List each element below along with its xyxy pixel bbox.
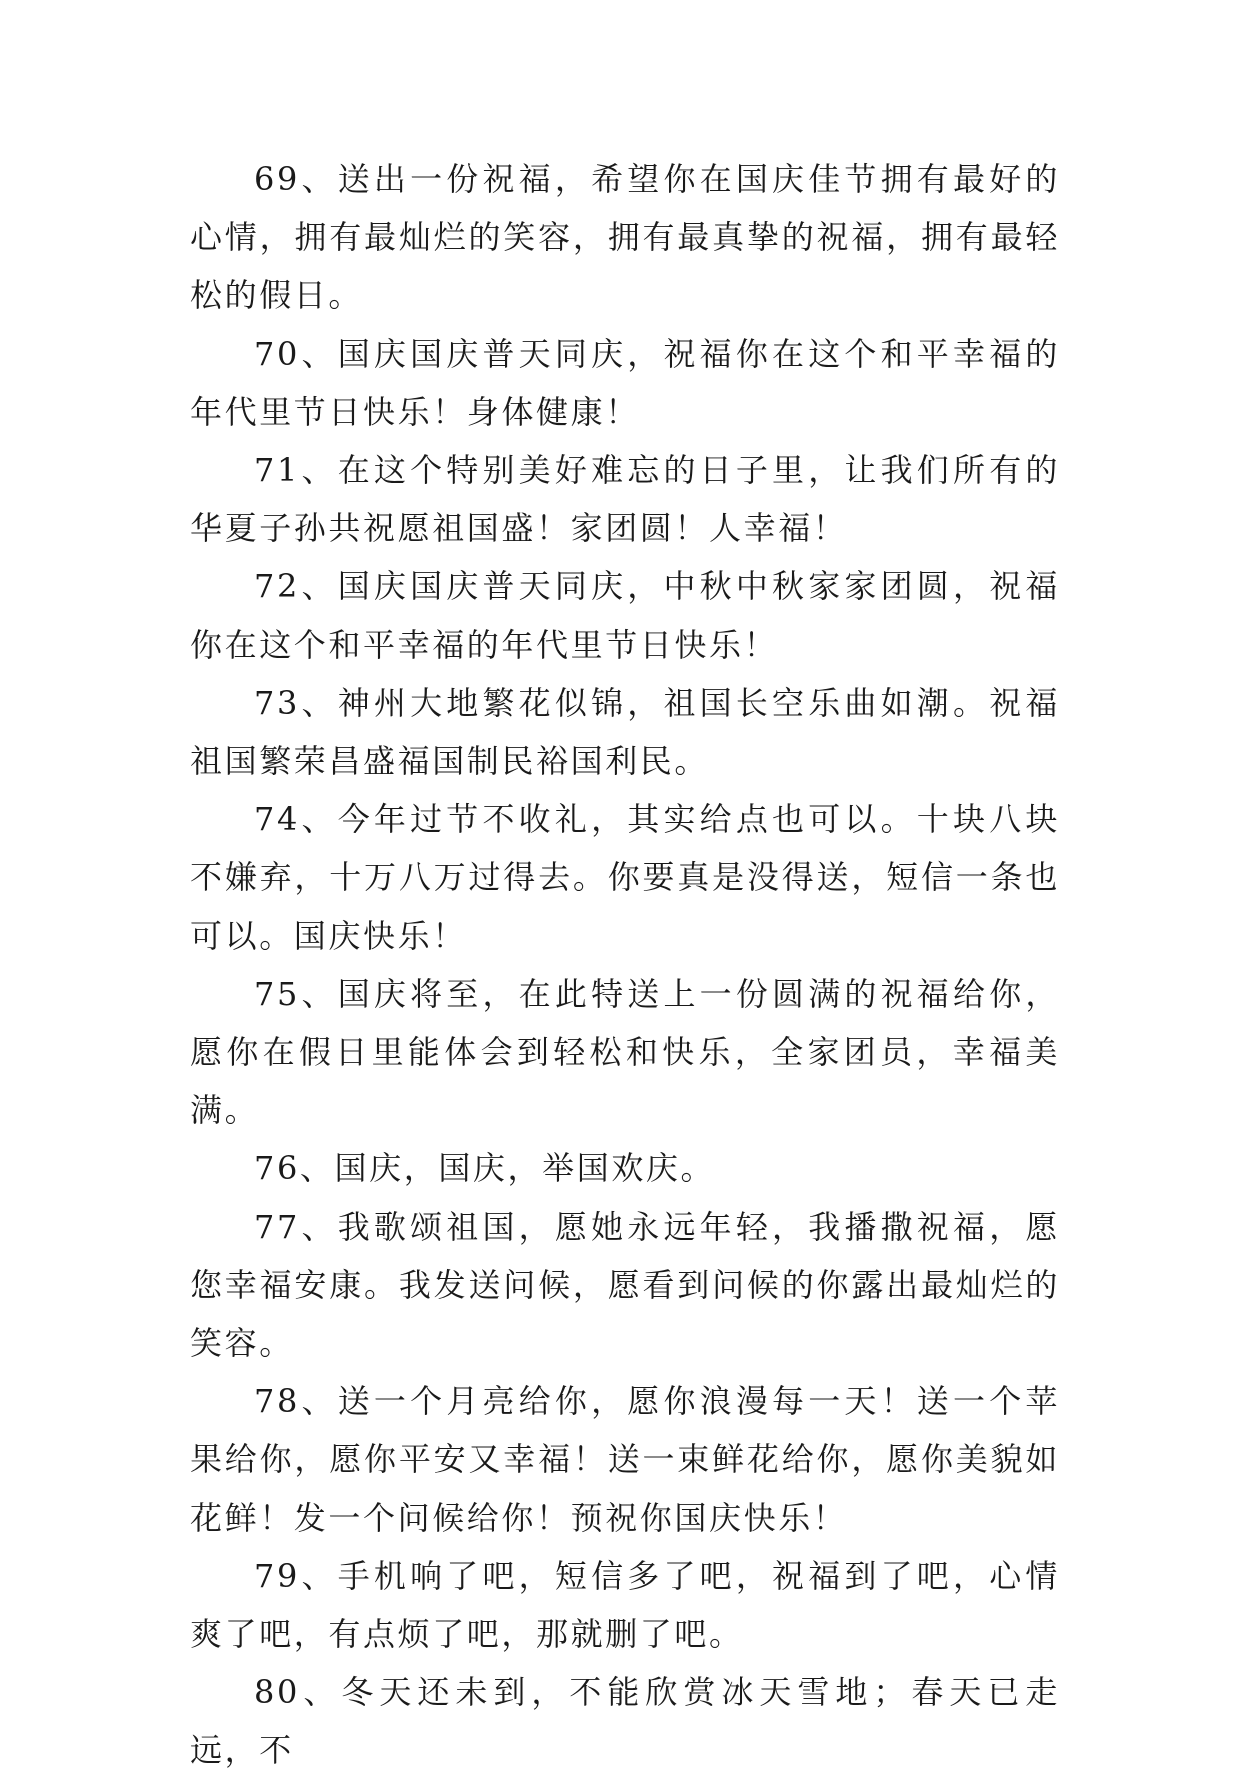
paragraph-75: 75、国庆将至，在此特送上一份圆满的祝福给你，愿你在假日里能体会到轻松和快乐，全家团员，幸福美满。	[190, 974, 1060, 1130]
paragraph-71: 71、在这个特别美好难忘的日子里，让我们所有的华夏子孙共祝愿祖国盛！家团圆！人幸福！	[190, 451, 1060, 548]
paragraph-72: 72、国庆国庆普天同庆，中秋中秋家家团圆，祝福你在这个和平幸福的年代里节日快乐！	[190, 567, 1060, 664]
paragraph-79: 79、手机响了吧，短信多了吧，祝福到了吧，心情爽了吧，有点烦了吧，那就删了吧。	[190, 1556, 1060, 1654]
paragraph-70: 70、国庆国庆普天同庆，祝福你在这个和平幸福的年代里节日快乐！身体健康！	[190, 334, 1060, 431]
paragraph-77: 77、我歌颂祖国，愿她永远年轻，我播撒祝福，愿您幸福安康。我发送问候，愿看到问候的你露出最灿烂的笑容。	[190, 1207, 1060, 1363]
paragraph-69: 69、送出一份祝福，希望你在国庆佳节拥有最好的心情，拥有最灿烂的笑容，拥有最真挚的祝福，拥有最轻松的假日。	[190, 160, 1060, 315]
paragraph-74: 74、今年过节不收礼，其实给点也可以。十块八块不嫌弃，十万八万过得去。你要真是没得送，短信一条也可以。国庆快乐！	[190, 800, 1060, 955]
paragraph-76: 76、国庆，国庆，举国欢庆。	[254, 1149, 716, 1188]
document-page	[190, 150, 1060, 1780]
paragraph-73: 73、神州大地繁花似锦，祖国长空乐曲如潮。祝福祖国繁荣昌盛福国制民裕国利民。	[190, 683, 1060, 781]
paragraph-78: 78、送一个月亮给你，愿你浪漫每一天！送一个苹果给你，愿你平安又幸福！送一束鲜花给你，愿你美貌如花鲜！发一个问候给你！预祝你国庆快乐！	[190, 1382, 1060, 1537]
paragraph-80: 80、冬天还未到，不能欣赏冰天雪地；春天已走远，不	[190, 1673, 1060, 1770]
